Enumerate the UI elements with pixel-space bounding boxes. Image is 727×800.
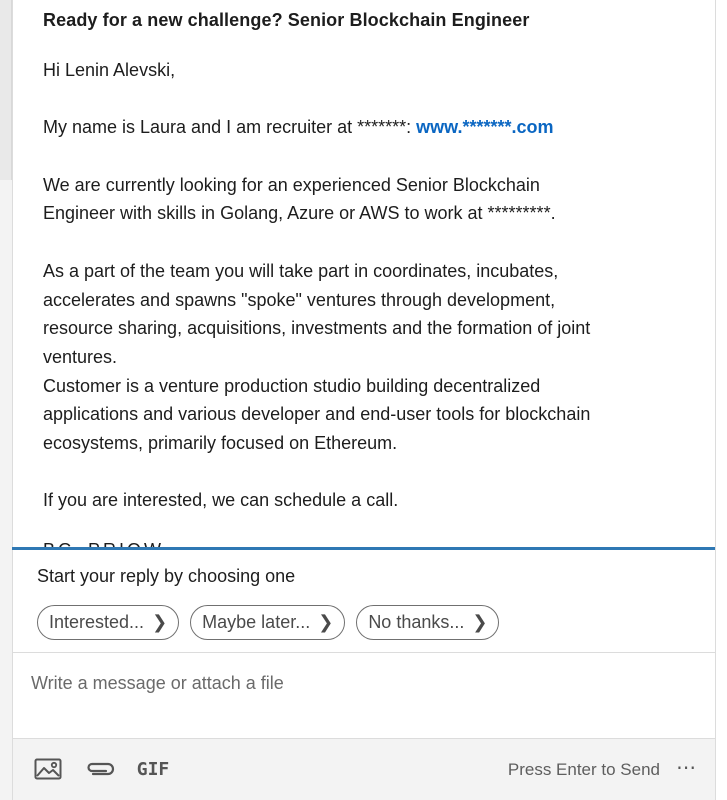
chevron-right-icon: ❯ [152,612,168,632]
message-paragraph-4-line-2: applications and various developer and end-user tools for blockchain [43,404,591,425]
more-options-icon[interactable]: ⋯ [676,757,697,779]
paperclip-icon[interactable] [83,757,117,781]
company-link[interactable]: www.*******.com [416,117,554,138]
message-subject: Ready for a new challenge? Senior Blockchain Engineer [43,10,530,30]
reply-chip-interested[interactable] [37,605,179,640]
message-input[interactable] [31,673,691,694]
message-paragraph-3-line-4: ventures. [43,346,118,367]
gif-icon[interactable] [135,757,171,781]
send-hint: Press Enter to Send [507,760,660,779]
message-paragraph-3-line-2: accelerates and spawns "spoke" ventures through development, [43,289,556,310]
message-intro [43,113,693,142]
chevron-right-icon: ❯ [318,612,334,632]
gif-label: GIF [136,758,170,780]
message-paragraph-3-line-1: As a part of the team you will take part in coordinates, incubates, [43,260,559,281]
message-paragraph-2-line-1: We are currently looking for an experienced Senior Blockchain [43,174,540,195]
smart-reply-options [37,605,499,640]
smart-reply-area [12,550,715,652]
message-paragraph-5: If you are interested, we can schedule a call. [43,490,399,511]
left-panel-edge [0,0,12,180]
reply-chip-maybe-later[interactable] [190,605,345,640]
image-icon[interactable] [33,757,63,781]
right-scroll-edge [715,0,727,800]
smart-reply-prompt: Start your reply by choosing one [37,566,296,586]
reply-chip-label: No thanks... [368,612,465,632]
compose-box [12,653,715,738]
message-body-pane [12,0,715,549]
message-paragraph-3-line-3: resource sharing, acquisitions, investments and the formation of joint [43,318,591,339]
reply-chip-label: Interested... [49,612,145,632]
reply-chip-no-thanks[interactable] [356,605,499,640]
chevron-right-icon: ❯ [472,612,488,632]
message-paragraph-4-line-1: Customer is a venture production studio building decentralized [43,375,541,396]
reply-chip-label: Maybe later... [202,612,311,632]
message-greeting: Hi Lenin Alevski, [43,60,176,80]
message-paragraph-2-line-2: Engineer with skills in Golang, Azure or AWS to work at *********. [43,203,556,224]
compose-toolbar [12,738,715,800]
message-paragraph-4-line-3: ecosystems, primarily focused on Ethereum. [43,433,398,454]
intro-text: My name is Laura and I am recruiter at *******: [43,117,417,138]
message-body [43,56,693,515]
